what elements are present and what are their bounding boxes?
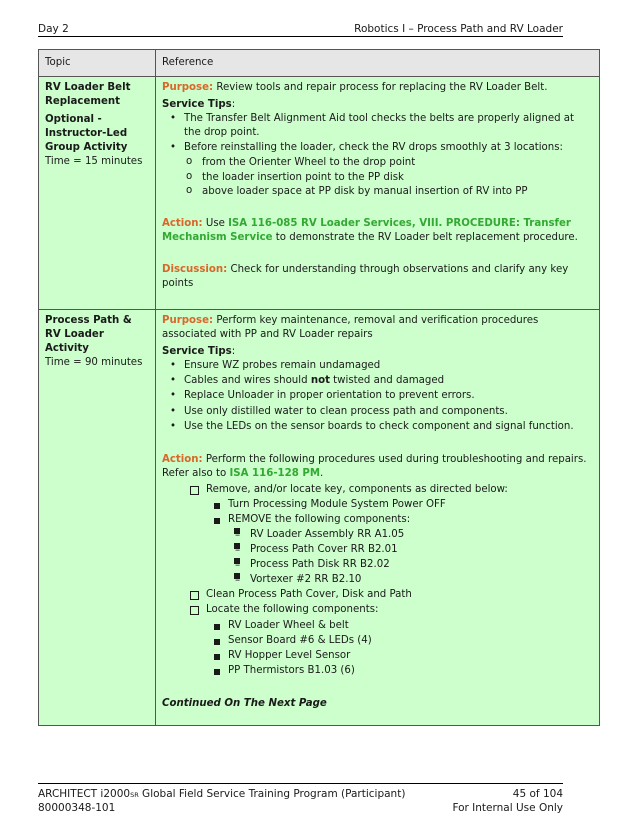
list-item: Sensor Board #6 & LEDs (4) [206,634,593,648]
list-item: o from the Orienter Wheel to the drop point [162,156,593,170]
purpose [162,81,593,95]
header-day: Day 2 [38,23,69,35]
purpose [162,314,593,342]
list-item: – Process Path Disk RR B2.02 [228,558,593,572]
checklist-item: Remove, and/or locate key, components as directed below: Turn Processing Module System Power OFF REMOVE the following components: – RV Loader Assembly RR A1.05 – Process Path Cover RR B2.01 – Process Path Disk RR B2.02 – Vortexer #2 RR B2.10 [184,483,593,588]
topic-title: RV Loader Belt Replacement [45,82,131,108]
list-item: • Use the LEDs on the sensor boards to check component and signal function. [162,420,593,434]
locate-components-list [206,619,593,678]
purpose-text: Review tools and repair process for replacing the RV Loader Belt. [213,82,548,94]
action-paragraph: Action: Use ISA 116-085 RV Loader Services, VIII. PROCEDURE: Transfer Mechanism Service to demonstrate the RV Loader belt replacement procedure. [162,217,578,243]
footer-page-number: 45 of 104 [512,788,563,800]
footer-internal-use: For Internal Use Only [452,802,563,814]
isa-116-085-link[interactable]: ISA 116-085 RV Loader Services, VIII. PROCEDURE: Transfer Mechanism Service [162,217,571,243]
reference-cell [156,310,600,726]
list-item: • The Transfer Belt Alignment Aid tool checks the belts are properly aligned at the drop point. [162,112,593,140]
discussion-label: Discussion: [162,263,228,275]
action-paragraph: Action: Perform the following procedures used during troubleshooting and repairs. Refer also to ISA 116-128 PM. [162,453,587,479]
table-row [39,77,600,310]
list-item: REMOVE the following components: – RV Loader Assembly RR A1.05 – Process Path Cover RR B2.01 – Process Path Disk RR B2.02 – Vortexer #2 RR B2.10 [206,513,593,587]
table-header-row [39,50,600,77]
list-item: – Vortexer #2 RR B2.10 [228,573,593,587]
purpose-label: Purpose: [162,82,214,94]
header-reference: Reference [156,50,600,77]
topic-cell [39,310,156,726]
topic-time: Time = 15 minutes [45,156,143,168]
page-header [38,22,563,37]
purpose-text: Perform key maintenance, removal and verification procedures associated with PP and RV Loader repairs [162,315,539,341]
list-item: PP Thermistors B1.03 (6) [206,664,593,678]
action-label: Action: [162,217,203,229]
list-item: Turn Processing Module System Power OFF [206,498,593,512]
list-item: RV Hopper Level Sensor [206,649,593,663]
page-footer [38,783,563,815]
isa-116-128-link[interactable]: ISA 116-128 PM [229,467,320,479]
continued-note: Continued On The Next Page [162,697,327,709]
list-item: • Replace Unloader in proper orientation to prevent errors. [162,389,593,403]
activity-table [38,49,600,726]
topic-cell [39,77,156,310]
topic-title: Process Path & RV Loader Activity [45,315,132,355]
action-label: Action: [162,453,203,465]
footer-doc-number: 80000348-101 [38,802,116,814]
list-item: o above loader space at PP disk by manual insertion of RV into PP [162,185,593,199]
list-item: • Ensure WZ probes remain undamaged [162,359,593,373]
header-course-title: Robotics I – Process Path and RV Loader [354,23,563,35]
service-tips-heading: Service Tips: [162,99,236,111]
list-item: o the loader insertion point to the PP disk [162,171,593,185]
list-item: • Before reinstalling the loader, check the RV drops smoothly at 3 locations: [162,141,593,155]
reference-cell [156,77,600,310]
table-row [39,310,600,726]
procedure-steps [206,498,593,587]
remove-components-list [228,528,593,587]
discussion-paragraph: Discussion: Check for understanding through observations and clarify any key points [162,263,569,289]
service-tips-list [162,359,593,433]
service-tips-heading: Service Tips: [162,346,236,358]
list-item: • Cables and wires should not twisted and damaged [162,374,593,388]
footer-program-title: ARCHITECT i2000SR Global Field Service Training Program (Participant) [38,788,406,800]
checklist-item: Locate the following components: RV Loader Wheel & belt Sensor Board #6 & LEDs (4) RV Hopper Level Sensor PP Thermistors B1.03 (6) [184,603,593,677]
list-item: RV Loader Wheel & belt [206,619,593,633]
header-topic: Topic [39,50,156,77]
procedure-checklist [162,483,593,678]
locations-list [162,156,593,198]
purpose-label: Purpose: [162,315,214,327]
topic-optional: Optional - Instructor-Led Group Activity [45,114,128,154]
service-tips-list [162,112,593,155]
list-item: – Process Path Cover RR B2.01 [228,543,593,557]
topic-time: Time = 90 minutes [45,357,143,369]
checklist-item: Clean Process Path Cover, Disk and Path [184,588,593,602]
list-item: • Use only distilled water to clean process path and components. [162,405,593,419]
list-item: – RV Loader Assembly RR A1.05 [228,528,593,542]
